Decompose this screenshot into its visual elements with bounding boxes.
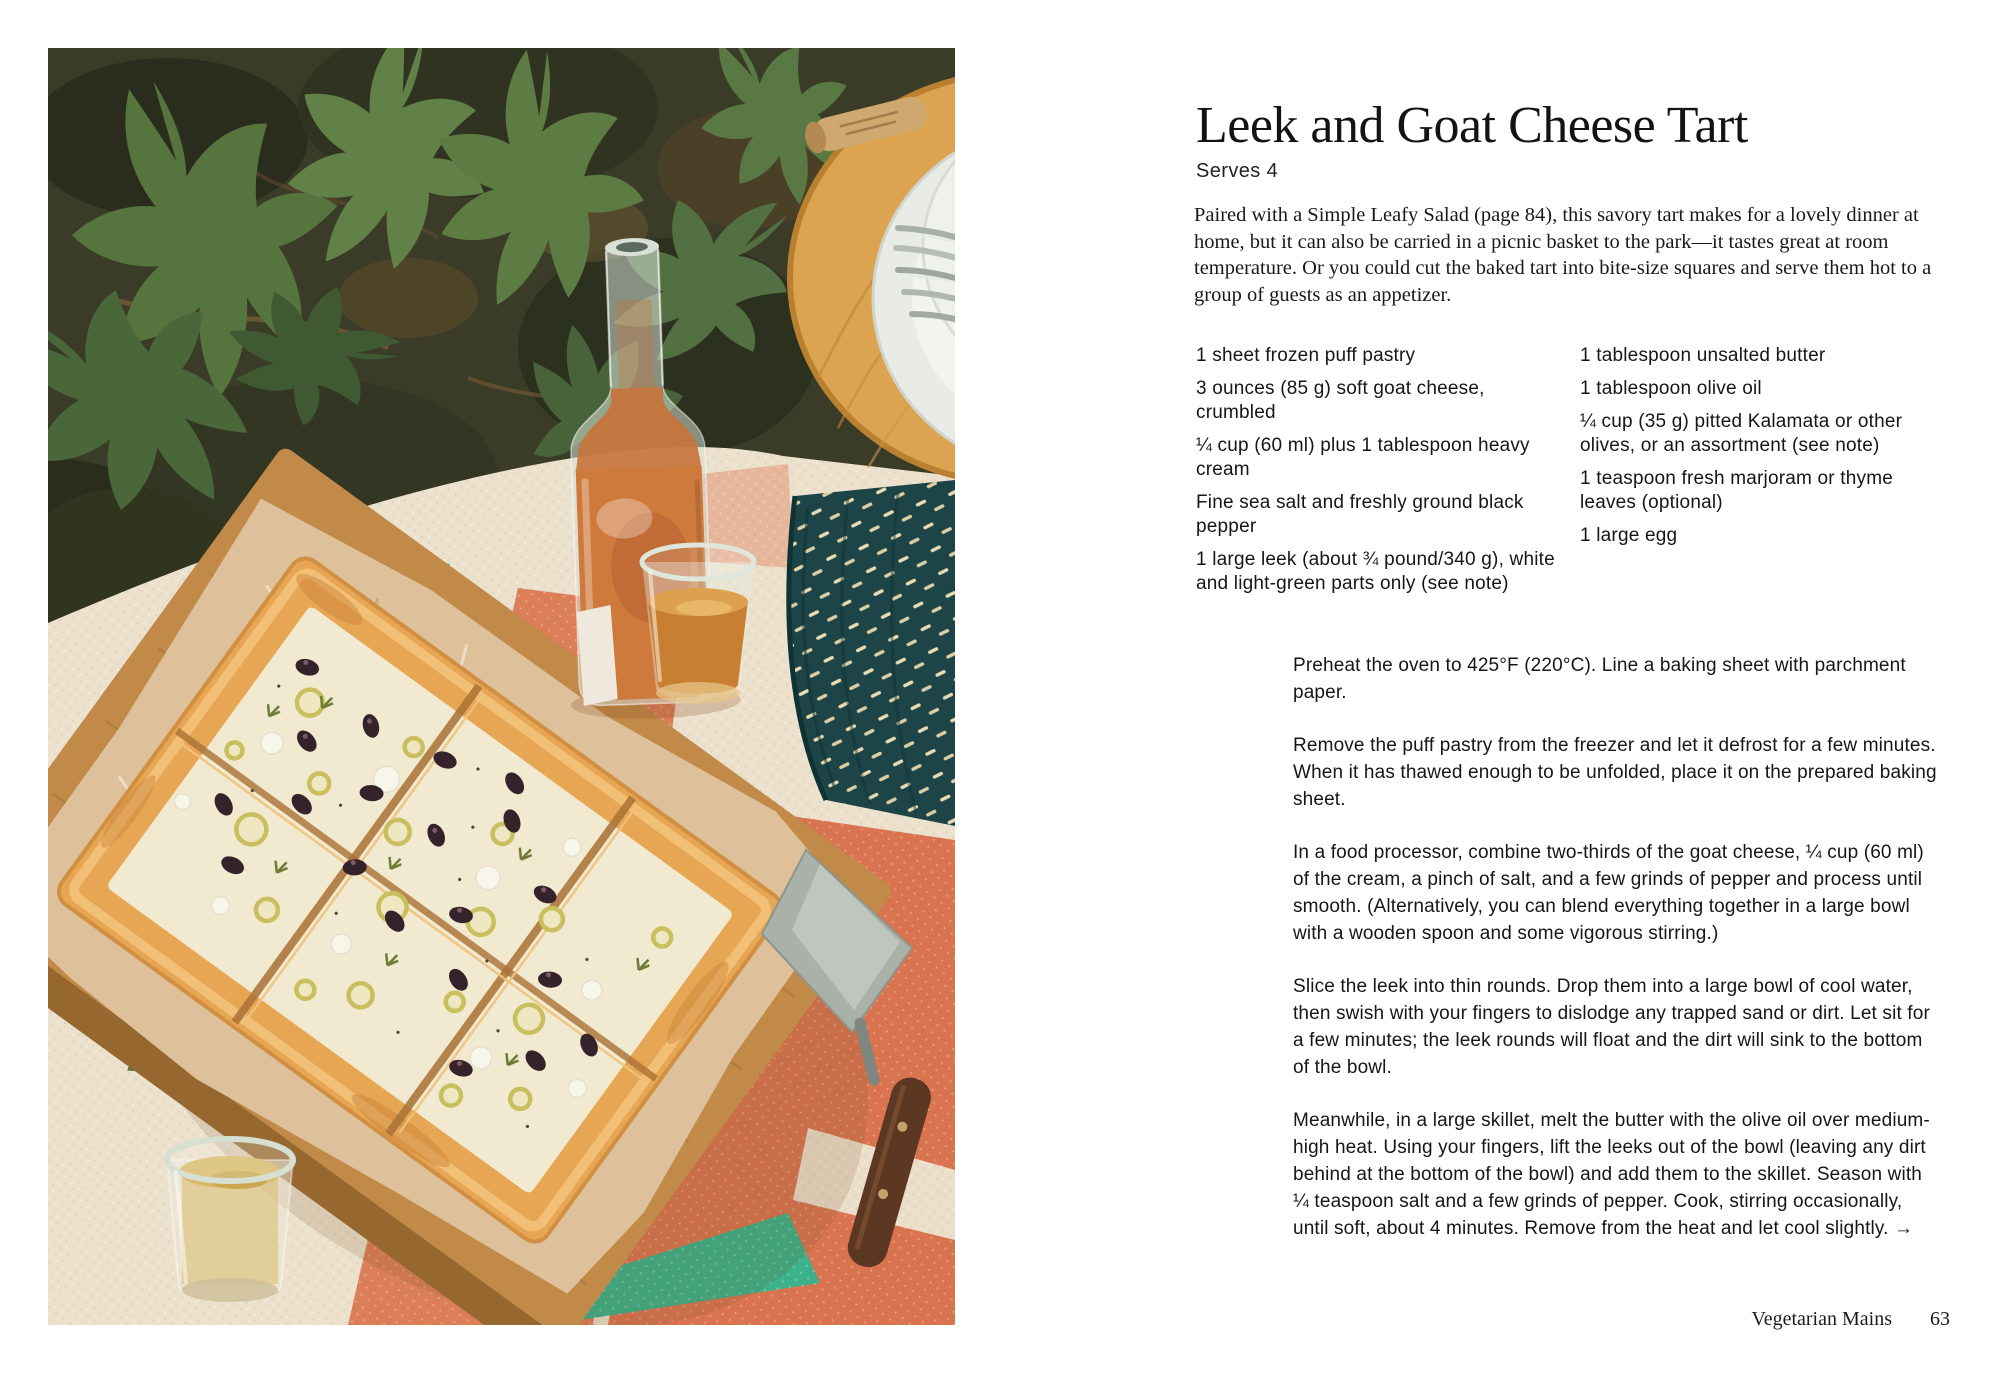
recipe-intro: Paired with a Simple Leafy Salad (page 84), this savory tart makes for a lovely dinner at home, but it can also be carried in a picnic basket to the park—it tastes great at room temperature. Or you could cut the baked tart into bite-size squares and serve them hot to a group of guests as an appetizer. [1194, 204, 1932, 306]
method-steps [1293, 652, 1941, 1268]
ingredient-item: ¼ cup (35 g) pitted Kalamata or other olives, or an assortment (see note) [1580, 411, 1903, 456]
recipe-photo [48, 48, 955, 1325]
ingredients-column-1 [1196, 344, 1580, 605]
page-number: 63 [1930, 1308, 1950, 1330]
ingredient-item: ¼ cup (60 ml) plus 1 tablespoon heavy cream [1196, 435, 1530, 480]
recipe-panel [1190, 0, 1937, 1379]
method-step: In a food processor, combine two-thirds of the goat cheese, ¼ cup (60 ml) of the cream, a pinch of salt, and a few grinds of pepper and process until smooth. (Alternatively, you can blend everything together in a large bowl with a wooden spoon and some vigorous stirring.) [1293, 842, 1924, 944]
page-footer [1751, 1308, 1950, 1331]
ingredients-list [1196, 344, 1936, 605]
wine-glass-amber [642, 545, 754, 704]
serves-label: Serves 4 [1196, 160, 1279, 182]
section-name: Vegetarian Mains [1751, 1308, 1892, 1330]
method-step: Remove the puff pastry from the freezer and let it defrost for a few minutes. When it has thawed enough to be unfolded, place it on the prepared baking sheet. [1293, 735, 1937, 810]
recipe-title: Leek and Goat Cheese Tart [1196, 97, 1748, 154]
picnic-scene-illustration [48, 48, 955, 1325]
ingredient-item: 1 tablespoon olive oil [1580, 378, 1762, 399]
ingredient-item: 1 tablespoon unsalted butter [1580, 345, 1826, 366]
ingredient-item: 1 teaspoon fresh marjoram or thyme leaves (optional) [1580, 468, 1894, 513]
method-step: Preheat the oven to 425°F (220°C). Line a baking sheet with parchment paper. [1293, 655, 1906, 703]
ingredient-item: 1 large leek (about ¾ pound/340 g), white and light-green parts only (see note) [1196, 549, 1555, 594]
woven-basket [789, 480, 955, 826]
ingredient-item: Fine sea salt and freshly ground black pepper [1196, 492, 1524, 537]
method-step: Slice the leek into thin rounds. Drop them into a large bowl of cool water, then swish with your fingers to dislodge any trapped sand or dirt. Let sit for a few minutes; the leek rounds will float and the dirt will sink to the bottom of the bowl. [1293, 976, 1930, 1078]
ingredients-column-2 [1580, 344, 1936, 605]
ingredient-item: 1 large egg [1580, 525, 1678, 546]
ingredient-item: 1 sheet frozen puff pastry [1196, 345, 1416, 366]
ingredient-item: 3 ounces (85 g) soft goat cheese, crumbled [1196, 378, 1485, 423]
method-step: Meanwhile, in a large skillet, melt the butter with the olive oil over medium-high heat. Using your fingers, lift the leeks out of the bowl (leaving any dirt behind at the bottom of the bowl) and add them to the skillet. Season with ¼ teaspoon salt and a few grinds of pepper. Cook, stirring occasionally, until soft, about 4 minutes. Remove from the heat and let cool slightly. → [1293, 1110, 1930, 1239]
wine-glass-pale [167, 1139, 293, 1302]
